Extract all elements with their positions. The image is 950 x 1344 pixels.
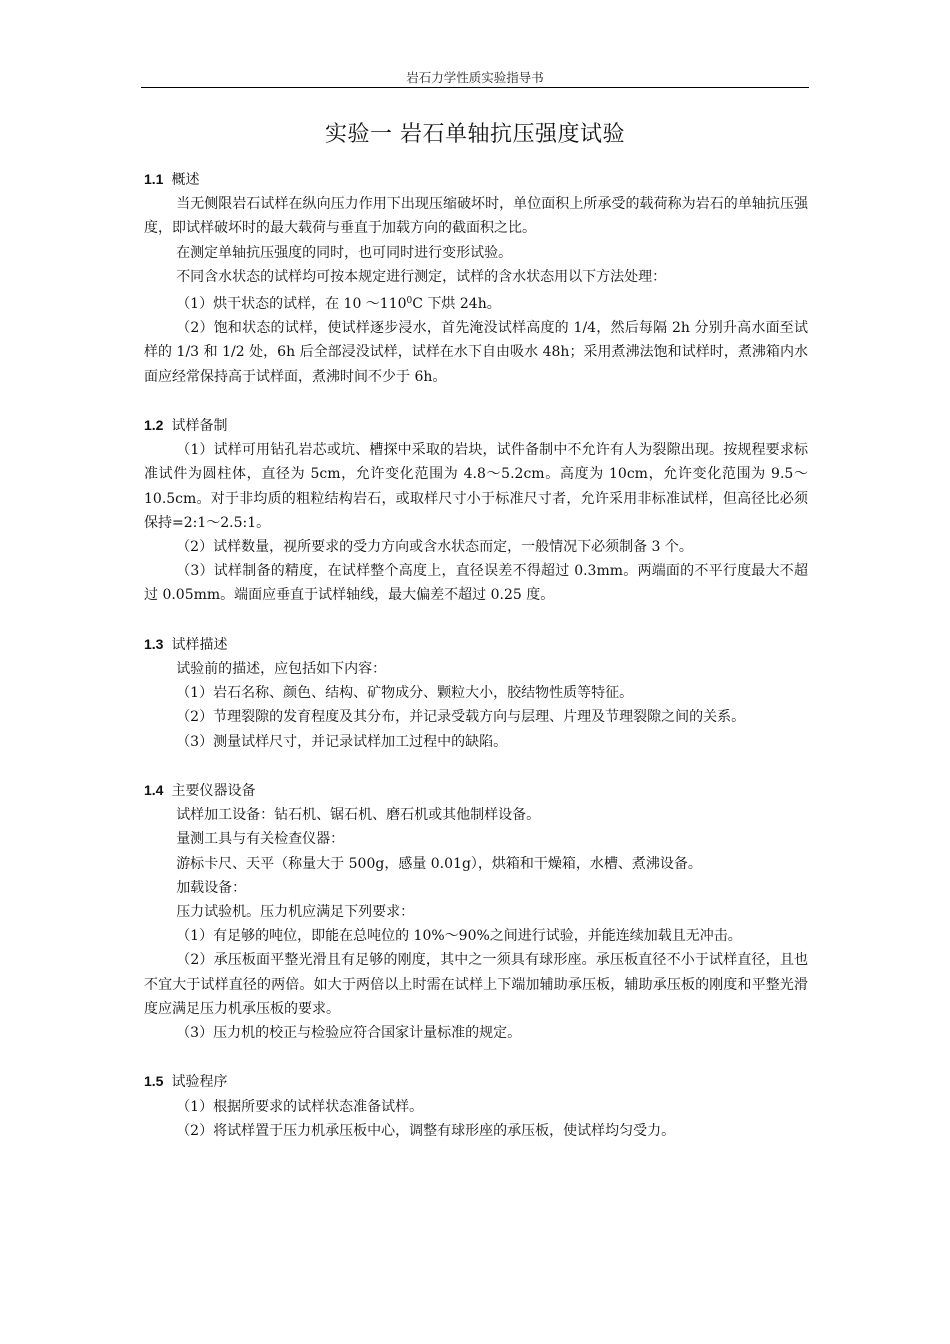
paragraph: （1）根据所要求的试样状态准备试样。: [176, 1098, 424, 1115]
section-heading: [144, 778, 808, 803]
section-title: 概述: [171, 172, 200, 188]
spacer: [144, 389, 808, 413]
section-number: 1.2: [144, 417, 164, 434]
header-divider: [141, 87, 809, 88]
paragraph: （2）承压板面平整光滑且有足够的刚度，其中之一须具有球形座。承压板直径不小于试样直径，且也不宜大于试样直径的两倍。如大于两倍以上时需在试样上下端加辅助承压板，辅助承压板的刚度和平整光滑度应满足压力机承压板的要求。: [144, 952, 808, 1017]
paragraph: （3）试样制备的精度，在试样整个高度上，直径误差不得超过 0.3mm。两端面的不平行度最大不超过 0.05mm。端面应垂直于试样轴线，最大偏差不超过 0.25 度。: [144, 563, 808, 604]
paragraph: 压力试验机。压力机应满足下列要求：: [176, 904, 415, 921]
section-number: 1.4: [144, 782, 164, 799]
paragraph: （2）试样数量，视所要求的受力方向或含水状态而定，一般情况下必须制备 3 个。: [176, 539, 693, 556]
section-title: 主要仪器设备: [171, 783, 256, 800]
spacer: [144, 754, 808, 778]
document-body: [144, 167, 808, 1143]
paragraph: 试样加工设备：钻石机、锯石机、磨石机或其他制样设备。: [176, 807, 541, 824]
section-heading: [144, 1069, 808, 1094]
paragraph: 加载设备：: [176, 879, 247, 896]
paragraph: 试验前的描述，应包括如下内容：: [176, 661, 387, 678]
oven-text: （1）烘干状态的试样，在 10 ～110: [176, 296, 407, 313]
paragraph: （2）节理裂隙的发育程度及其分布，并记录受载方向与层理、片理及节理裂隙之间的关系。: [176, 709, 746, 726]
paragraph: （2）将试样置于压力机承压板中心，调整有球形座的承压板，使试样均匀受力。: [176, 1122, 676, 1139]
spacer: [144, 608, 808, 632]
section-heading: [144, 413, 808, 438]
section-title: 试样描述: [171, 636, 228, 653]
paragraph: 当无侧限岩石试样在纵向压力作用下出现压缩破坏时，单位面积上所承受的载荷称为岩石的单轴抗压强度，即试样破坏时的最大载荷与垂直于加载方向的截面积之比。: [144, 196, 808, 237]
paragraph: （1）岩石名称、颜色、结构、矿物成分、颗粒大小，胶结物性质等特征。: [176, 685, 634, 702]
section-heading: [144, 167, 808, 192]
page-title: 实验一 岩石单轴抗压强度试验: [325, 122, 625, 147]
section-title: 试验程序: [171, 1074, 228, 1091]
oven-text-end: C 下烘 24h。: [412, 296, 501, 313]
section-heading: [144, 632, 808, 657]
degree-superscript: 0: [406, 296, 413, 307]
paragraph: 量测工具与有关检查仪器：: [176, 831, 345, 848]
paragraph: （3）压力机的校正与检验应符合国家计量标准的规定。: [176, 1025, 522, 1042]
section-number: 1.1: [144, 171, 164, 187]
section-title: 试样备制: [171, 418, 228, 435]
spacer: [144, 1045, 808, 1069]
paragraph: （1）有足够的吨位，即能在总吨位的 10%～90%之间进行试验，并能连续加载且无冲击。: [176, 928, 742, 945]
paragraph: 游标卡尺、天平（称量大于 500g，感量 0.01g），烘箱和干燥箱，水槽、煮沸设备。: [176, 855, 702, 872]
paragraph: （2）饱和状态的试样，使试样逐步浸水，首先淹没试样高度的 1/4，然后每隔 2h 分别升高水面至试样的 1/3 和 1/2 处，6h 后全部浸没试样，试样在水下自由吸水 48h；采用煮沸法饱和试样时，煮沸箱内水面应经常保持高于试样面，煮沸时间不少于 6h。: [144, 320, 808, 385]
section-number: 1.3: [144, 635, 164, 652]
running-header: 岩石力学性质实验指导书: [406, 70, 544, 85]
paragraph: 不同含水状态的试样均可按本规定进行测定，试样的含水状态用以下方法处理：: [176, 268, 667, 285]
paragraph: （3）测量试样尺寸，并记录试样加工过程中的缺陷。: [176, 733, 508, 750]
paragraph: （1）试样可用钻孔岩芯或坑、槽探中采取的岩块，试件备制中不允许有人为裂隙出现。按规程要求标准试件为圆柱体，直径为 5cm，允许变化范围为 4.8～5.2cm。高度为 10cm，允许变化范围为 9.5～10.5cm。对于非均质的粗粒结构岩石，或取样尺寸小于标准尺寸者，允许采用非标准试样，但高径比必须保持=2:1～2.5:1。: [144, 442, 808, 531]
paragraph: [144, 289, 808, 316]
section-number: 1.5: [144, 1073, 164, 1090]
paragraph: 在测定单轴抗压强度的同时，也可同时进行变形试验。: [176, 244, 513, 261]
